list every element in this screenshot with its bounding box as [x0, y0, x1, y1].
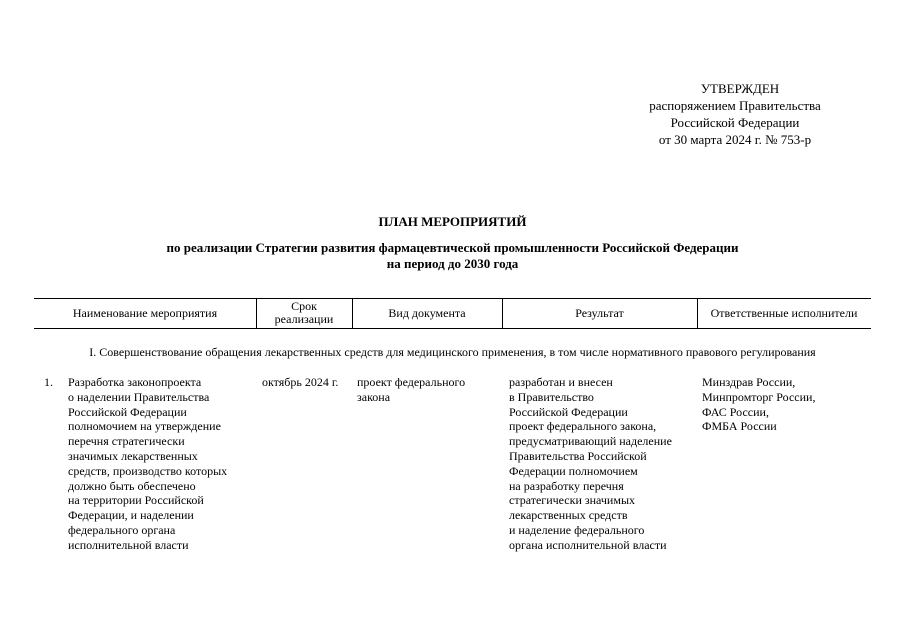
row-executor-line: ФМБА России — [702, 419, 777, 434]
row-document — [357, 375, 465, 405]
row-result-line: предусматривающий наделение — [509, 434, 672, 449]
row-result-line: Правительства Российской — [509, 448, 647, 463]
row-name-line: перечня стратегически — [68, 434, 185, 449]
column-header-document: Вид документа — [388, 305, 466, 320]
column-header-executors: Ответственные исполнители — [710, 305, 858, 320]
plan-subtitle — [0, 240, 905, 272]
row-executor-line: ФАС России, — [702, 404, 769, 419]
row-executor-line: Минпромторг России, — [702, 389, 816, 404]
row-name-line: средств, производство которых — [68, 463, 228, 478]
section-title: I. Совершенствование обращения лекарственных средств для медицинского применения, в том числе нормативного правового регулирования — [89, 345, 816, 359]
approval-line: распоряжением Правительства — [649, 98, 821, 113]
row-name-line: значимых лекарственных — [68, 448, 198, 463]
column-header-name: Наименование мероприятия — [72, 305, 218, 320]
row-document-line: проект федерального — [357, 375, 466, 389]
row-name-line: о наделении Правительства — [68, 389, 210, 404]
row-result-line: органа исполнительной власти — [509, 537, 667, 552]
row-executor-line: Минздрав России, — [702, 375, 796, 389]
row-name — [68, 375, 227, 553]
row-result-line: стратегически значимых — [509, 493, 636, 508]
row-result-line: проект федерального закона, — [509, 419, 657, 434]
table-header-bottom-rule — [34, 328, 871, 329]
approval-title: УТВЕРЖДЕН — [700, 81, 780, 96]
plan-subtitle-line: по реализации Стратегии развития фармацевтической промышленности Российской Федерации — [166, 240, 739, 255]
row-result — [509, 375, 672, 553]
row-deadline: октябрь 2024 г. — [262, 375, 339, 389]
column-header-deadline — [256, 298, 352, 328]
row-result-line: и наделение федерального — [509, 522, 645, 537]
row-name-line: Российской Федерации — [68, 404, 187, 419]
row-result-line: Российской Федерации — [509, 404, 628, 419]
column-header-deadline-text: Срок реализации — [274, 299, 334, 326]
column-header-result: Результат — [575, 305, 624, 320]
row-result-line: лекарственных средств — [509, 508, 628, 523]
row-number: 1. — [44, 375, 53, 389]
row-result-line: Федерации полномочием — [509, 463, 638, 478]
row-name-line: Разработка законопроекта — [68, 375, 202, 389]
row-result-line: в Правительство — [509, 389, 594, 404]
row-name-line: должно быть обеспечено — [68, 478, 196, 493]
row-executors — [702, 375, 815, 434]
row-document-line: закона — [357, 389, 391, 404]
plan-subtitle-line: на период до 2030 года — [386, 256, 519, 271]
row-name-line: Федерации, и наделении — [68, 508, 194, 523]
approval-block — [620, 80, 850, 148]
approval-line: от 30 марта 2024 г. № 753-р — [658, 132, 812, 147]
row-name-line: федерального органа — [68, 522, 176, 537]
row-result-line: разработан и внесен — [509, 375, 613, 389]
row-name-line: полномочием на утверждение — [68, 419, 221, 434]
row-name-line: на территории Российской — [68, 493, 204, 508]
row-result-line: на разработку перечня — [509, 478, 624, 493]
row-name-line: исполнительной власти — [68, 537, 189, 552]
approval-line: Российской Федерации — [670, 115, 800, 130]
plan-title: ПЛАН МЕРОПРИЯТИЙ — [378, 214, 527, 229]
